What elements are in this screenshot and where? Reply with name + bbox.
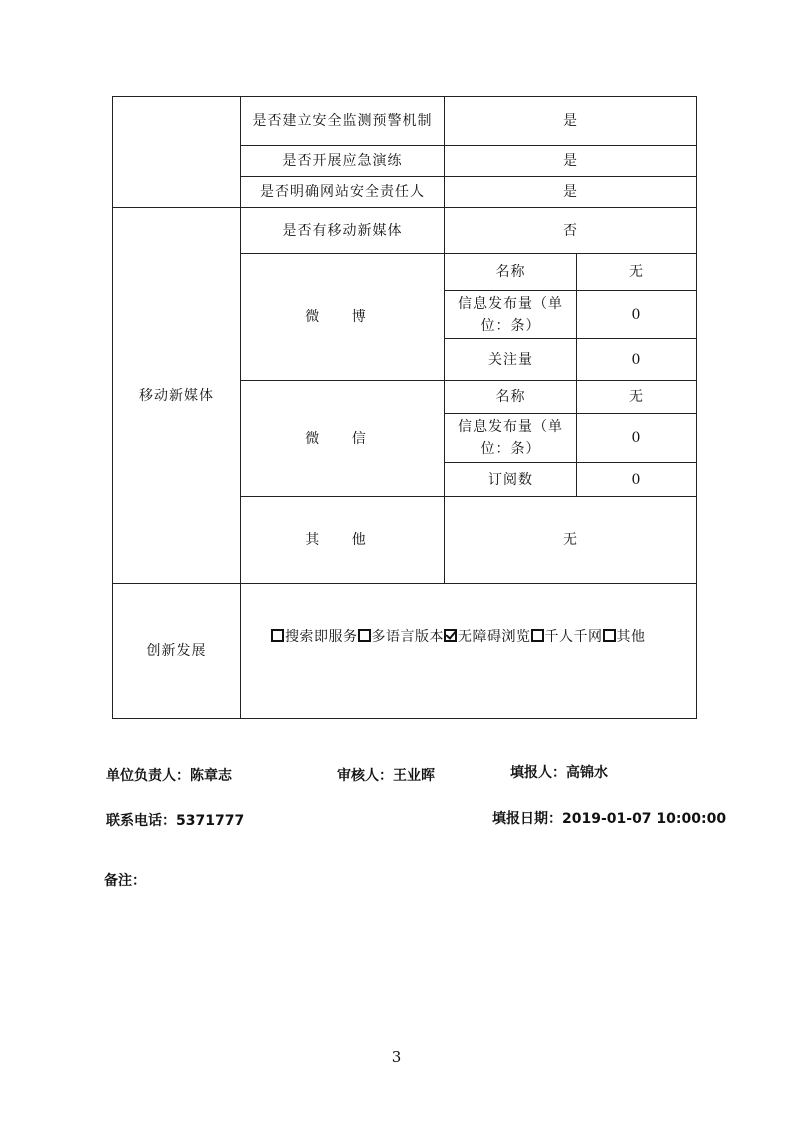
weibo-posts-value: 0 — [577, 291, 697, 339]
other-label: 其 他 — [241, 497, 445, 584]
wechat-name-value: 无 — [577, 381, 697, 414]
page-number: 3 — [391, 1048, 402, 1066]
security-value: 是 — [445, 177, 697, 208]
weibo-posts-label: 信息发布量（单位：条） — [445, 291, 577, 339]
weibo-name-value: 无 — [577, 254, 697, 291]
option-label: 千人千网 — [544, 629, 603, 645]
checkbox-4[interactable] — [603, 629, 616, 642]
weibo-followers-value: 0 — [577, 339, 697, 381]
security-label: 是否开展应急演练 — [241, 146, 445, 177]
filler: 填报人：高锦水 — [510, 765, 608, 781]
security-value: 是 — [445, 97, 697, 146]
has-media-value: 否 — [445, 208, 697, 254]
report-table — [112, 96, 697, 719]
other-value: 无 — [445, 497, 697, 584]
innovation-options — [271, 626, 692, 648]
innovation-options-cell — [241, 584, 697, 719]
contact-phone: 联系电话：5371777 — [106, 813, 245, 829]
wechat-label: 微 信 — [241, 381, 445, 497]
option-label: 搜索即服务 — [285, 629, 358, 645]
option-label: 其他 — [616, 629, 646, 645]
checkbox-2[interactable] — [444, 629, 457, 642]
weibo-followers-label: 关注量 — [445, 339, 577, 381]
wechat-posts-label: 信息发布量（单位：条） — [445, 414, 577, 463]
weibo-name-label: 名称 — [445, 254, 577, 291]
innovation-label: 创新发展 — [113, 584, 241, 719]
security-section-cell — [113, 97, 241, 208]
has-media-label: 是否有移动新媒体 — [241, 208, 445, 254]
security-label: 是否明确网站安全责任人 — [241, 177, 445, 208]
checkbox-3[interactable] — [531, 629, 544, 642]
checkbox-1[interactable] — [358, 629, 371, 642]
option-label: 多语言版本 — [371, 629, 444, 645]
security-label: 是否建立安全监测预警机制 — [241, 97, 445, 146]
wechat-subscribers-label: 订阅数 — [445, 463, 577, 497]
remark: 备注： — [104, 873, 146, 889]
wechat-subscribers-value: 0 — [577, 463, 697, 497]
checkbox-0[interactable] — [271, 629, 284, 642]
security-value: 是 — [445, 146, 697, 177]
wechat-name-label: 名称 — [445, 381, 577, 414]
wechat-posts-value: 0 — [577, 414, 697, 463]
unit-head: 单位负责人：陈章志 — [106, 768, 232, 784]
fill-date: 填报日期：2019-01-07 10:00:00 — [492, 811, 727, 827]
reviewer: 审核人：王业晖 — [337, 768, 435, 784]
option-label: 无障碍浏览 — [458, 629, 531, 645]
weibo-label: 微 博 — [241, 254, 445, 381]
media-section-label: 移动新媒体 — [113, 208, 241, 584]
